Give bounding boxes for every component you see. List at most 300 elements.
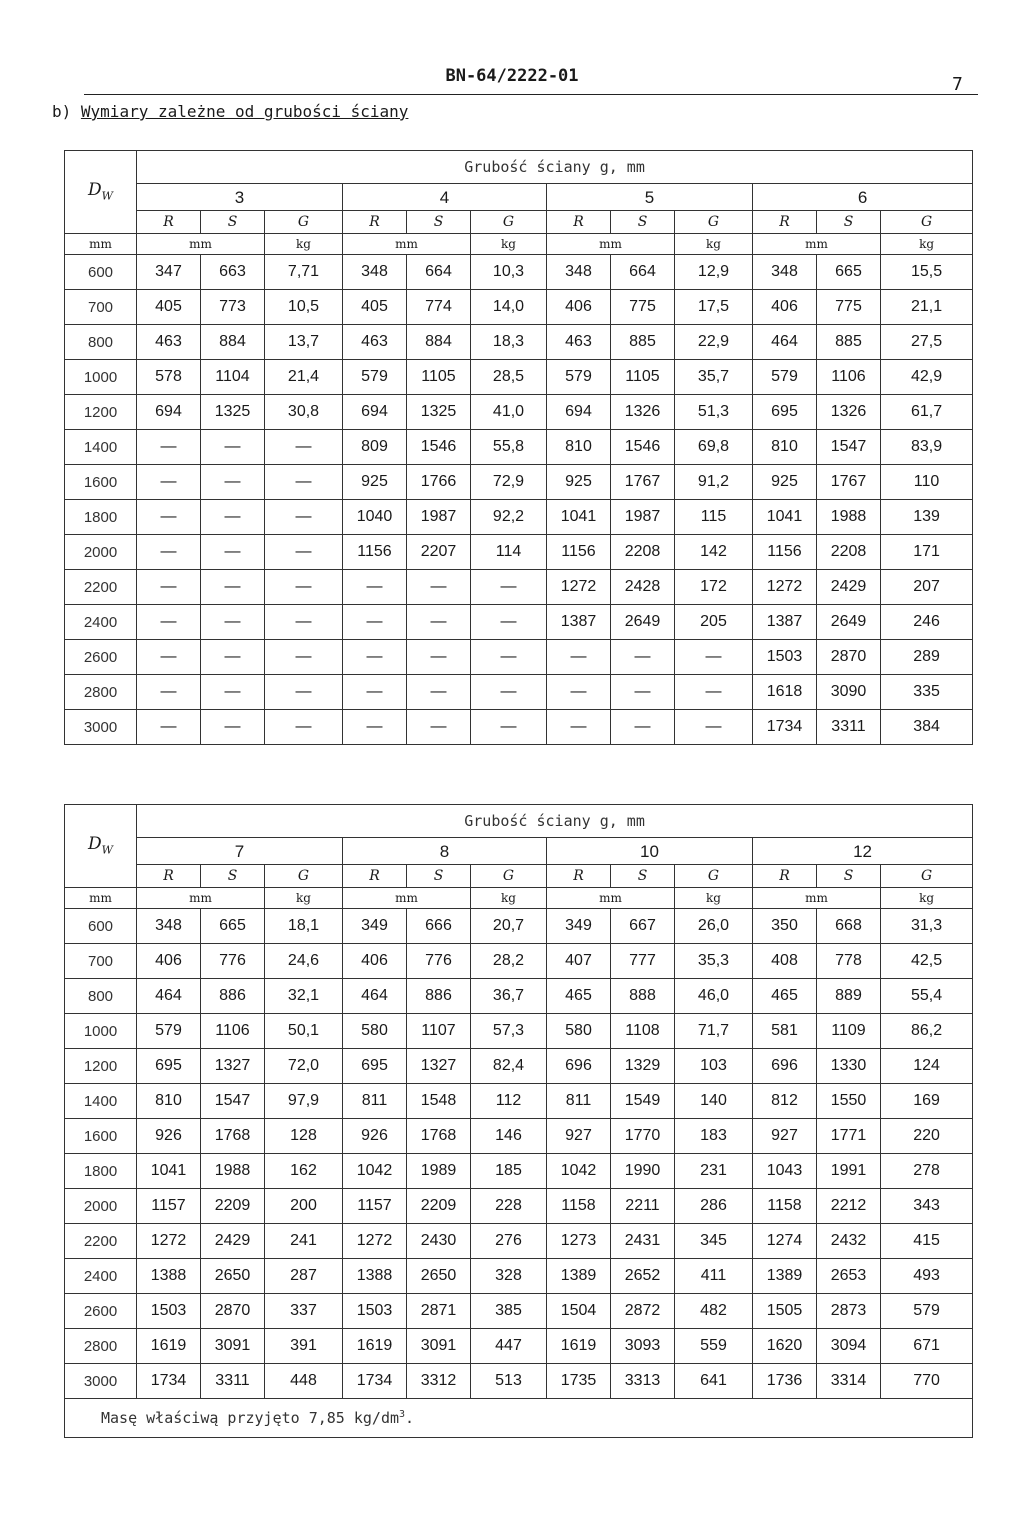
- table-cell: —: [407, 570, 471, 605]
- table-cell: —: [265, 710, 343, 745]
- table-cell: 1503: [343, 1294, 407, 1329]
- table-cell: 1990: [611, 1154, 675, 1189]
- sub-header-s: S: [817, 211, 881, 234]
- table-cell: 83,9: [881, 430, 973, 465]
- table-cell: 1105: [611, 360, 675, 395]
- table-cell: 1766: [407, 465, 471, 500]
- table-cell: 343: [881, 1189, 973, 1224]
- table-cell: 1735: [547, 1364, 611, 1399]
- table-cell: 17,5: [675, 290, 753, 325]
- table-cell: 32,1: [265, 979, 343, 1014]
- table-cell: 2209: [407, 1189, 471, 1224]
- table-cell: 1327: [407, 1049, 471, 1084]
- dw-subscript: W: [101, 843, 113, 857]
- sub-header-s: S: [201, 211, 265, 234]
- table-cell: 925: [343, 465, 407, 500]
- table-cell: 579: [343, 360, 407, 395]
- table-cell: 1108: [611, 1014, 675, 1049]
- table-cell: 335: [881, 675, 973, 710]
- dw-value: 2400: [65, 605, 137, 640]
- sub-header-r: R: [547, 211, 611, 234]
- dw-value: 600: [65, 909, 137, 944]
- table-cell: 411: [675, 1259, 753, 1294]
- table-cell: 811: [547, 1084, 611, 1119]
- table-cell: 103: [675, 1049, 753, 1084]
- table-cell: 128: [265, 1119, 343, 1154]
- table-cell: 2207: [407, 535, 471, 570]
- table-cell: 1040: [343, 500, 407, 535]
- table-cell: 41,0: [471, 395, 547, 430]
- table-cell: 31,3: [881, 909, 973, 944]
- table-cell: 579: [881, 1294, 973, 1329]
- table-cell: 1042: [343, 1154, 407, 1189]
- section-heading: [52, 102, 408, 121]
- table-cell: 1042: [547, 1154, 611, 1189]
- unit-kg: kg: [471, 234, 547, 255]
- table-cell: 668: [817, 909, 881, 944]
- table-cell: 228: [471, 1189, 547, 1224]
- table-row: [65, 710, 973, 745]
- table-cell: —: [471, 640, 547, 675]
- table-cell: 447: [471, 1329, 547, 1364]
- sub-header-s: S: [407, 865, 471, 888]
- table-cell: 385: [471, 1294, 547, 1329]
- table-cell: —: [611, 640, 675, 675]
- table-cell: 110: [881, 465, 973, 500]
- table-cell: 694: [343, 395, 407, 430]
- sub-header-s: S: [407, 211, 471, 234]
- table-cell: —: [137, 430, 201, 465]
- table-row: [65, 360, 973, 395]
- table-cell: 2429: [201, 1224, 265, 1259]
- table-cell: 513: [471, 1364, 547, 1399]
- table-cell: 172: [675, 570, 753, 605]
- table-cell: 775: [611, 290, 675, 325]
- table-cell: 664: [611, 255, 675, 290]
- table-cell: 810: [753, 430, 817, 465]
- table-cell: 1734: [343, 1364, 407, 1399]
- table-cell: 1987: [611, 500, 675, 535]
- table-cell: 812: [753, 1084, 817, 1119]
- table-cell: 579: [547, 360, 611, 395]
- dw-value: 1000: [65, 360, 137, 395]
- table-cell: —: [343, 570, 407, 605]
- table-cell: 2650: [407, 1259, 471, 1294]
- table-cell: 2428: [611, 570, 675, 605]
- dimensions-table-1: [64, 150, 973, 745]
- table-cell: 1157: [343, 1189, 407, 1224]
- table-cell: 91,2: [675, 465, 753, 500]
- table-cell: 1504: [547, 1294, 611, 1329]
- table-cell: 276: [471, 1224, 547, 1259]
- table-cell: 579: [137, 1014, 201, 1049]
- unit-kg: kg: [265, 234, 343, 255]
- table-cell: 482: [675, 1294, 753, 1329]
- table-cell: —: [265, 535, 343, 570]
- table-cell: 10,3: [471, 255, 547, 290]
- table-cell: 1503: [137, 1294, 201, 1329]
- table-cell: 347: [137, 255, 201, 290]
- table-cell: 1272: [343, 1224, 407, 1259]
- table-cell: 581: [753, 1014, 817, 1049]
- table-cell: 1389: [547, 1259, 611, 1294]
- table-cell: 349: [343, 909, 407, 944]
- table-cell: —: [471, 710, 547, 745]
- table-cell: 1547: [201, 1084, 265, 1119]
- table-cell: 1325: [201, 395, 265, 430]
- sub-header-g: G: [881, 865, 973, 888]
- table-row: [65, 570, 973, 605]
- table-cell: —: [137, 710, 201, 745]
- table-cell: —: [137, 465, 201, 500]
- table-cell: —: [675, 640, 753, 675]
- table-cell: 28,5: [471, 360, 547, 395]
- table-cell: 24,6: [265, 944, 343, 979]
- table-cell: 114: [471, 535, 547, 570]
- table-cell: 407: [547, 944, 611, 979]
- thickness-value: 3: [137, 184, 343, 211]
- dw-value: 2000: [65, 1189, 137, 1224]
- sub-header-r: R: [547, 865, 611, 888]
- table-cell: 1043: [753, 1154, 817, 1189]
- sub-header-g: G: [881, 211, 973, 234]
- table-cell: —: [265, 500, 343, 535]
- table-cell: —: [137, 500, 201, 535]
- table-cell: —: [201, 675, 265, 710]
- sub-header-r: R: [343, 211, 407, 234]
- table-cell: —: [343, 710, 407, 745]
- table-row: [65, 325, 973, 360]
- table-cell: 773: [201, 290, 265, 325]
- table-cell: —: [201, 430, 265, 465]
- table-cell: 448: [265, 1364, 343, 1399]
- table-cell: 55,4: [881, 979, 973, 1014]
- sub-header-r: R: [753, 211, 817, 234]
- table-cell: 696: [753, 1049, 817, 1084]
- table-cell: 663: [201, 255, 265, 290]
- table-cell: 27,5: [881, 325, 973, 360]
- table-cell: 3094: [817, 1329, 881, 1364]
- thickness-value: 5: [547, 184, 753, 211]
- dw-value: 2800: [65, 1329, 137, 1364]
- table-cell: 886: [407, 979, 471, 1014]
- table-cell: 2653: [817, 1259, 881, 1294]
- table-cell: 1734: [753, 710, 817, 745]
- table-cell: —: [675, 710, 753, 745]
- table-cell: —: [137, 675, 201, 710]
- unit-mm: mm: [137, 888, 265, 909]
- table-cell: 1549: [611, 1084, 675, 1119]
- unit-mm: mm: [137, 234, 265, 255]
- dw-value: 800: [65, 325, 137, 360]
- table-cell: —: [201, 605, 265, 640]
- table-cell: 278: [881, 1154, 973, 1189]
- table-cell: —: [201, 465, 265, 500]
- dw-symbol: D: [88, 180, 102, 201]
- table-cell: 82,4: [471, 1049, 547, 1084]
- table-row: [65, 675, 973, 710]
- table-cell: 348: [343, 255, 407, 290]
- table-cell: 1503: [753, 640, 817, 675]
- dw-value: 1000: [65, 1014, 137, 1049]
- table-cell: 1767: [817, 465, 881, 500]
- dw-value: 1800: [65, 1154, 137, 1189]
- dw-value: 700: [65, 290, 137, 325]
- table-cell: 463: [547, 325, 611, 360]
- table-cell: 1989: [407, 1154, 471, 1189]
- table-cell: 3311: [817, 710, 881, 745]
- unit-mm: mm: [343, 888, 471, 909]
- dimensions-table-2: [64, 804, 973, 1438]
- footnote-text: Masę właściwą przyjęto 7,85 kg/dm: [101, 1409, 400, 1427]
- table-cell: 464: [753, 325, 817, 360]
- table-cell: 2432: [817, 1224, 881, 1259]
- table-cell: 115: [675, 500, 753, 535]
- table-cell: —: [137, 640, 201, 675]
- table-cell: 57,3: [471, 1014, 547, 1049]
- sub-header-s: S: [201, 865, 265, 888]
- table-cell: 2211: [611, 1189, 675, 1224]
- table-cell: 927: [753, 1119, 817, 1154]
- table-cell: 463: [343, 325, 407, 360]
- table-cell: 1619: [137, 1329, 201, 1364]
- table-cell: 72,0: [265, 1049, 343, 1084]
- table-cell: 1274: [753, 1224, 817, 1259]
- table-cell: 1550: [817, 1084, 881, 1119]
- table-cell: 28,2: [471, 944, 547, 979]
- table-cell: 1106: [817, 360, 881, 395]
- table-cell: —: [265, 675, 343, 710]
- table-cell: 1272: [137, 1224, 201, 1259]
- table-cell: 464: [137, 979, 201, 1014]
- table-cell: —: [201, 570, 265, 605]
- dw-value: 1200: [65, 1049, 137, 1084]
- thickness-value: 8: [343, 838, 547, 865]
- footnote-superscript: 3: [399, 1409, 406, 1420]
- table-cell: 3313: [611, 1364, 675, 1399]
- table-cell: 384: [881, 710, 973, 745]
- table-cell: 1388: [343, 1259, 407, 1294]
- thickness-value: 4: [343, 184, 547, 211]
- table-cell: 776: [407, 944, 471, 979]
- table-cell: —: [343, 640, 407, 675]
- table-cell: 1329: [611, 1049, 675, 1084]
- dw-column-header: [65, 151, 137, 234]
- table-cell: 886: [201, 979, 265, 1014]
- table-cell: 1547: [817, 430, 881, 465]
- table-cell: 3091: [201, 1329, 265, 1364]
- table-row: [65, 1329, 973, 1364]
- table-cell: 241: [265, 1224, 343, 1259]
- table-cell: —: [265, 430, 343, 465]
- dw-column-header: [65, 805, 137, 888]
- unit-kg: kg: [471, 888, 547, 909]
- table-cell: 3312: [407, 1364, 471, 1399]
- sub-header-g: G: [675, 865, 753, 888]
- table-cell: 1389: [753, 1259, 817, 1294]
- table-cell: 26,0: [675, 909, 753, 944]
- dw-value: 1600: [65, 1119, 137, 1154]
- table-cell: 666: [407, 909, 471, 944]
- table-cell: 1272: [547, 570, 611, 605]
- table-row: [65, 290, 973, 325]
- table-cell: 664: [407, 255, 471, 290]
- table-cell: 30,8: [265, 395, 343, 430]
- table-cell: 778: [817, 944, 881, 979]
- table-cell: 61,7: [881, 395, 973, 430]
- dw-value: 2600: [65, 640, 137, 675]
- table-cell: 46,0: [675, 979, 753, 1014]
- table-cell: 1109: [817, 1014, 881, 1049]
- sub-header-s: S: [611, 865, 675, 888]
- unit-kg: kg: [881, 888, 973, 909]
- table-cell: 775: [817, 290, 881, 325]
- dw-value: 1600: [65, 465, 137, 500]
- table-cell: —: [201, 640, 265, 675]
- table-cell: 1991: [817, 1154, 881, 1189]
- table-cell: 42,9: [881, 360, 973, 395]
- sub-header-r: R: [137, 211, 201, 234]
- table-cell: 391: [265, 1329, 343, 1364]
- dw-value: 1200: [65, 395, 137, 430]
- footnote: [65, 1399, 973, 1438]
- table-cell: 408: [753, 944, 817, 979]
- table-cell: —: [343, 675, 407, 710]
- sub-header-s: S: [817, 865, 881, 888]
- table-cell: —: [471, 675, 547, 710]
- table-cell: 695: [753, 395, 817, 430]
- table-cell: 1273: [547, 1224, 611, 1259]
- table-cell: 97,9: [265, 1084, 343, 1119]
- table-cell: 21,1: [881, 290, 973, 325]
- table-cell: 3314: [817, 1364, 881, 1399]
- table-cell: 15,5: [881, 255, 973, 290]
- table-cell: 231: [675, 1154, 753, 1189]
- table-cell: 1104: [201, 360, 265, 395]
- table-cell: —: [407, 640, 471, 675]
- table-cell: —: [265, 570, 343, 605]
- table-cell: 337: [265, 1294, 343, 1329]
- table-row: [65, 1049, 973, 1084]
- sub-header-r: R: [343, 865, 407, 888]
- table-cell: 3091: [407, 1329, 471, 1364]
- table-row: [65, 430, 973, 465]
- sub-header-g: G: [265, 865, 343, 888]
- table-cell: 1546: [611, 430, 675, 465]
- unit-mm: mm: [753, 234, 881, 255]
- table-row: [65, 1294, 973, 1329]
- table-row: [65, 535, 973, 570]
- table-cell: 1330: [817, 1049, 881, 1084]
- table-cell: 22,9: [675, 325, 753, 360]
- dw-symbol: D: [88, 834, 102, 855]
- table-cell: 287: [265, 1259, 343, 1294]
- table-cell: 888: [611, 979, 675, 1014]
- table-cell: 220: [881, 1119, 973, 1154]
- unit-mm: mm: [753, 888, 881, 909]
- table-row: [65, 909, 973, 944]
- table-cell: 1041: [137, 1154, 201, 1189]
- section-title: Wymiary zależne od grubości ściany: [80, 102, 409, 121]
- table-cell: 185: [471, 1154, 547, 1189]
- table-cell: 162: [265, 1154, 343, 1189]
- table-cell: 348: [137, 909, 201, 944]
- table-cell: 694: [137, 395, 201, 430]
- table-cell: 406: [753, 290, 817, 325]
- dw-value: 800: [65, 979, 137, 1014]
- table-cell: 1387: [753, 605, 817, 640]
- table-cell: 885: [817, 325, 881, 360]
- table-cell: 1107: [407, 1014, 471, 1049]
- table-cell: 1988: [201, 1154, 265, 1189]
- table-cell: 1619: [547, 1329, 611, 1364]
- table-row: [65, 1154, 973, 1189]
- table-cell: 580: [547, 1014, 611, 1049]
- table-cell: 809: [343, 430, 407, 465]
- sub-header-g: G: [471, 211, 547, 234]
- table-cell: 13,7: [265, 325, 343, 360]
- table-cell: 1619: [343, 1329, 407, 1364]
- table-cell: 777: [611, 944, 675, 979]
- table-cell: 246: [881, 605, 973, 640]
- table-cell: —: [407, 675, 471, 710]
- table-cell: 884: [201, 325, 265, 360]
- unit-kg: kg: [265, 888, 343, 909]
- table-cell: 2208: [611, 535, 675, 570]
- thickness-caption: Grubość ściany g, mm: [137, 805, 973, 838]
- table-cell: 2649: [817, 605, 881, 640]
- dw-value: 2800: [65, 675, 137, 710]
- dw-value: 1400: [65, 430, 137, 465]
- table-cell: —: [611, 675, 675, 710]
- table-cell: 72,9: [471, 465, 547, 500]
- table-row: [65, 255, 973, 290]
- table-cell: 21,4: [265, 360, 343, 395]
- table-cell: 1618: [753, 675, 817, 710]
- table-cell: 1546: [407, 430, 471, 465]
- table-cell: 140: [675, 1084, 753, 1119]
- table-cell: 2649: [611, 605, 675, 640]
- table-row: [65, 640, 973, 675]
- table-cell: 1388: [137, 1259, 201, 1294]
- dw-subscript: W: [101, 189, 113, 203]
- table-cell: 169: [881, 1084, 973, 1119]
- table-cell: 493: [881, 1259, 973, 1294]
- table-cell: 1768: [201, 1119, 265, 1154]
- table-cell: 2870: [817, 640, 881, 675]
- sub-header-g: G: [675, 211, 753, 234]
- table-cell: 328: [471, 1259, 547, 1294]
- table-cell: —: [265, 605, 343, 640]
- page-number: 7: [952, 74, 963, 95]
- table-cell: 1326: [611, 395, 675, 430]
- table-cell: 1987: [407, 500, 471, 535]
- table-cell: 665: [201, 909, 265, 944]
- table-cell: 86,2: [881, 1014, 973, 1049]
- table-cell: 405: [343, 290, 407, 325]
- table-cell: 926: [137, 1119, 201, 1154]
- table-cell: —: [471, 605, 547, 640]
- table-cell: 695: [343, 1049, 407, 1084]
- table-cell: —: [343, 605, 407, 640]
- table-cell: —: [547, 710, 611, 745]
- table-cell: —: [265, 465, 343, 500]
- thickness-value: 12: [753, 838, 973, 865]
- table-cell: 10,5: [265, 290, 343, 325]
- table-cell: 2872: [611, 1294, 675, 1329]
- table-cell: —: [201, 535, 265, 570]
- table-cell: 1327: [201, 1049, 265, 1084]
